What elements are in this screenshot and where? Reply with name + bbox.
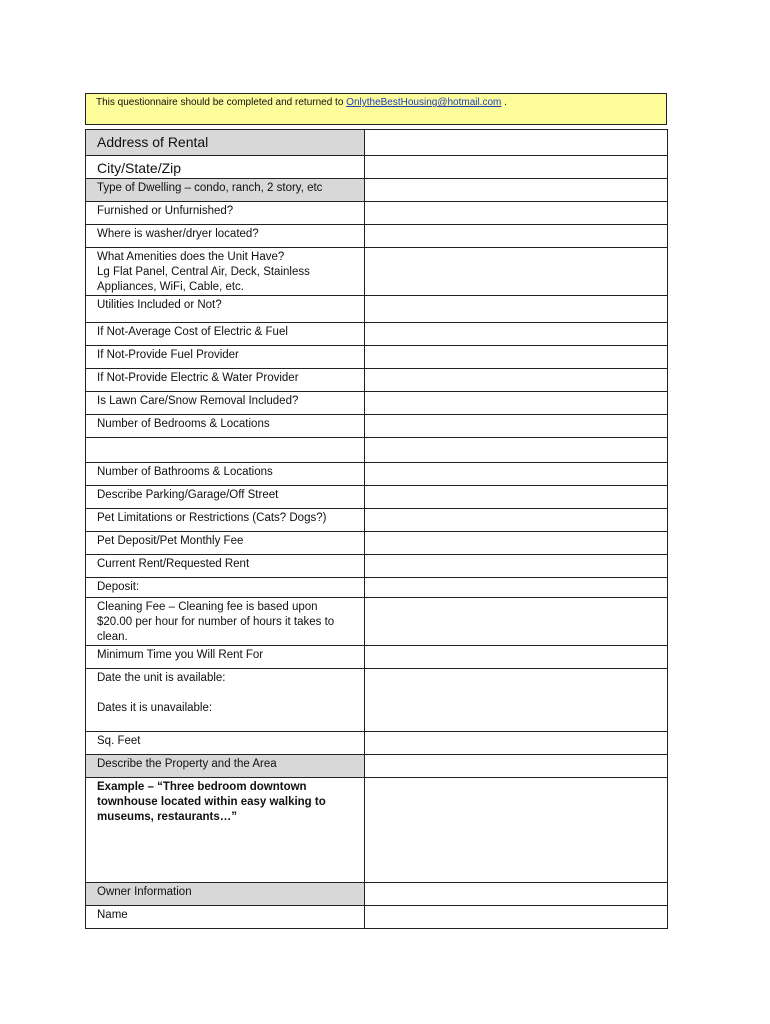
field-label: Where is washer/dryer located?	[86, 225, 365, 248]
instructions-text: This questionnaire should be completed and returned to	[96, 97, 347, 108]
answer-field[interactable]	[365, 732, 668, 755]
field-label: Utilities Included or Not?	[86, 296, 365, 323]
field-label: Minimum Time you Will Rent For	[86, 646, 365, 669]
form-row	[86, 202, 668, 225]
form-row	[86, 669, 668, 732]
form-row	[86, 486, 668, 509]
form-row	[86, 509, 668, 532]
field-label: Describe the Property and the Area	[86, 755, 365, 778]
form-row	[86, 883, 668, 906]
form-row	[86, 598, 668, 646]
instructions-banner	[85, 93, 667, 125]
answer-field[interactable]	[365, 883, 668, 906]
form-row	[86, 438, 668, 463]
field-label: City/State/Zip	[86, 156, 365, 179]
field-label: Example – “Three bedroom downtown townhouse located within easy walking to museums, restaurants…”	[86, 778, 365, 883]
answer-field[interactable]	[365, 598, 668, 646]
answer-field[interactable]	[365, 248, 668, 296]
answer-field[interactable]	[365, 755, 668, 778]
answer-field[interactable]	[365, 179, 668, 202]
form-row	[86, 906, 668, 929]
field-label	[86, 438, 365, 463]
form-row	[86, 755, 668, 778]
field-label: Owner Information	[86, 883, 365, 906]
form-row	[86, 778, 668, 883]
answer-field[interactable]	[365, 669, 668, 732]
answer-field[interactable]	[365, 646, 668, 669]
answer-field[interactable]	[365, 463, 668, 486]
answer-field[interactable]	[365, 578, 668, 598]
field-label: Furnished or Unfurnished?	[86, 202, 365, 225]
form-row	[86, 369, 668, 392]
answer-field[interactable]	[365, 438, 668, 463]
answer-field[interactable]	[365, 130, 668, 156]
field-label: Date the unit is available: Dates it is unavailable:	[86, 669, 365, 732]
form-row	[86, 156, 668, 179]
answer-field[interactable]	[365, 778, 668, 883]
answer-field[interactable]	[365, 555, 668, 578]
field-label: Number of Bedrooms & Locations	[86, 415, 365, 438]
form-row	[86, 392, 668, 415]
field-label: Current Rent/Requested Rent	[86, 555, 365, 578]
form-row	[86, 346, 668, 369]
answer-field[interactable]	[365, 415, 668, 438]
field-label: Pet Limitations or Restrictions (Cats? Dogs?)	[86, 509, 365, 532]
form-row	[86, 415, 668, 438]
form-row	[86, 578, 668, 598]
field-label: Sq. Feet	[86, 732, 365, 755]
form-row	[86, 323, 668, 346]
field-label: Is Lawn Care/Snow Removal Included?	[86, 392, 365, 415]
field-label: If Not-Provide Fuel Provider	[86, 346, 365, 369]
form-row	[86, 296, 668, 323]
answer-field[interactable]	[365, 509, 668, 532]
field-label: What Amenities does the Unit Have? Lg Flat Panel, Central Air, Deck, Stainless Appliances, WiFi, Cable, etc.	[86, 248, 365, 296]
form-row	[86, 248, 668, 296]
answer-field[interactable]	[365, 906, 668, 929]
field-label: Describe Parking/Garage/Off Street	[86, 486, 365, 509]
form-row	[86, 646, 668, 669]
field-label: Cleaning Fee – Cleaning fee is based upon $20.00 per hour for number of hours it takes to clean.	[86, 598, 365, 646]
field-label: If Not-Average Cost of Electric & Fuel	[86, 323, 365, 346]
form-row	[86, 555, 668, 578]
instructions-text-end: .	[501, 97, 507, 108]
answer-field[interactable]	[365, 532, 668, 555]
answer-field[interactable]	[365, 392, 668, 415]
contact-email-link[interactable]: OnlytheBestHousing@hotmail.com	[346, 97, 502, 108]
form-row	[86, 732, 668, 755]
field-label: If Not-Provide Electric & Water Provider	[86, 369, 365, 392]
form-row	[86, 225, 668, 248]
answer-field[interactable]	[365, 202, 668, 225]
form-row	[86, 179, 668, 202]
field-label: Name	[86, 906, 365, 929]
answer-field[interactable]	[365, 156, 668, 179]
field-label: Pet Deposit/Pet Monthly Fee	[86, 532, 365, 555]
form-row	[86, 532, 668, 555]
form-row	[86, 130, 668, 156]
answer-field[interactable]	[365, 346, 668, 369]
answer-field[interactable]	[365, 369, 668, 392]
field-label: Address of Rental	[86, 130, 365, 156]
answer-field[interactable]	[365, 323, 668, 346]
answer-field[interactable]	[365, 225, 668, 248]
questionnaire-table	[85, 129, 668, 929]
field-label: Number of Bathrooms & Locations	[86, 463, 365, 486]
answer-field[interactable]	[365, 486, 668, 509]
field-label: Type of Dwelling – condo, ranch, 2 story, etc	[86, 179, 365, 202]
form-row	[86, 463, 668, 486]
field-label: Deposit:	[86, 578, 365, 598]
answer-field[interactable]	[365, 296, 668, 323]
